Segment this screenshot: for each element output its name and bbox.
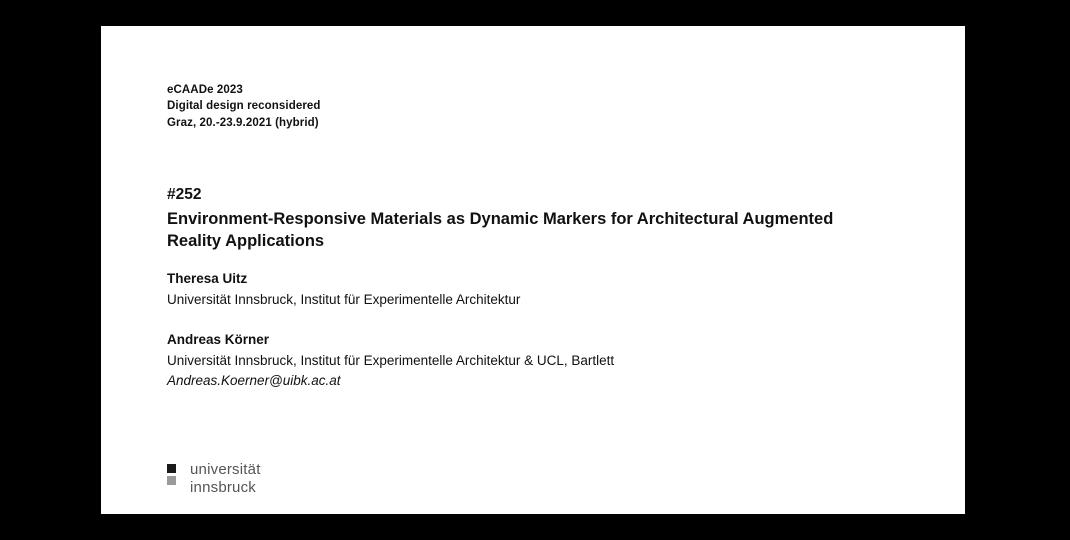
conference-location-date: Graz, 20.-23.9.2021 (hybrid) [167,116,319,129]
author-name: Andreas Körner [167,331,270,347]
logo-square-light [167,476,176,485]
university-logo [167,461,261,496]
paper-number: #252 [167,186,202,203]
author-affiliation: Universität Innsbruck, Institut für Experimentelle Architektur & UCL, Bartlett [167,352,615,368]
author-name: Theresa Uitz [167,271,248,286]
authors-block [167,271,887,391]
author-entry [167,332,887,391]
author-affiliation: Universität Innsbruck, Institut für Experimentelle Architektur [167,292,521,307]
logo-wordmark [190,461,261,496]
page-title: Environment-Responsive Materials as Dynamic Markers for Architectural Augmented Reality Applications [167,210,834,251]
logo-line-1: universität [190,461,261,478]
conference-header [167,82,321,131]
conference-name: eCAADe 2023 [167,84,243,96]
author-email[interactable]: Andreas.Koerner@uibk.ac.at [167,372,341,388]
conference-theme: Digital design reconsidered [167,100,321,113]
logo-squares-icon [167,461,183,488]
logo-square-dark [167,464,176,473]
title-block [167,186,867,253]
author-entry [167,271,887,310]
logo-line-2: innsbruck [190,478,256,496]
presentation-slide [101,26,965,514]
